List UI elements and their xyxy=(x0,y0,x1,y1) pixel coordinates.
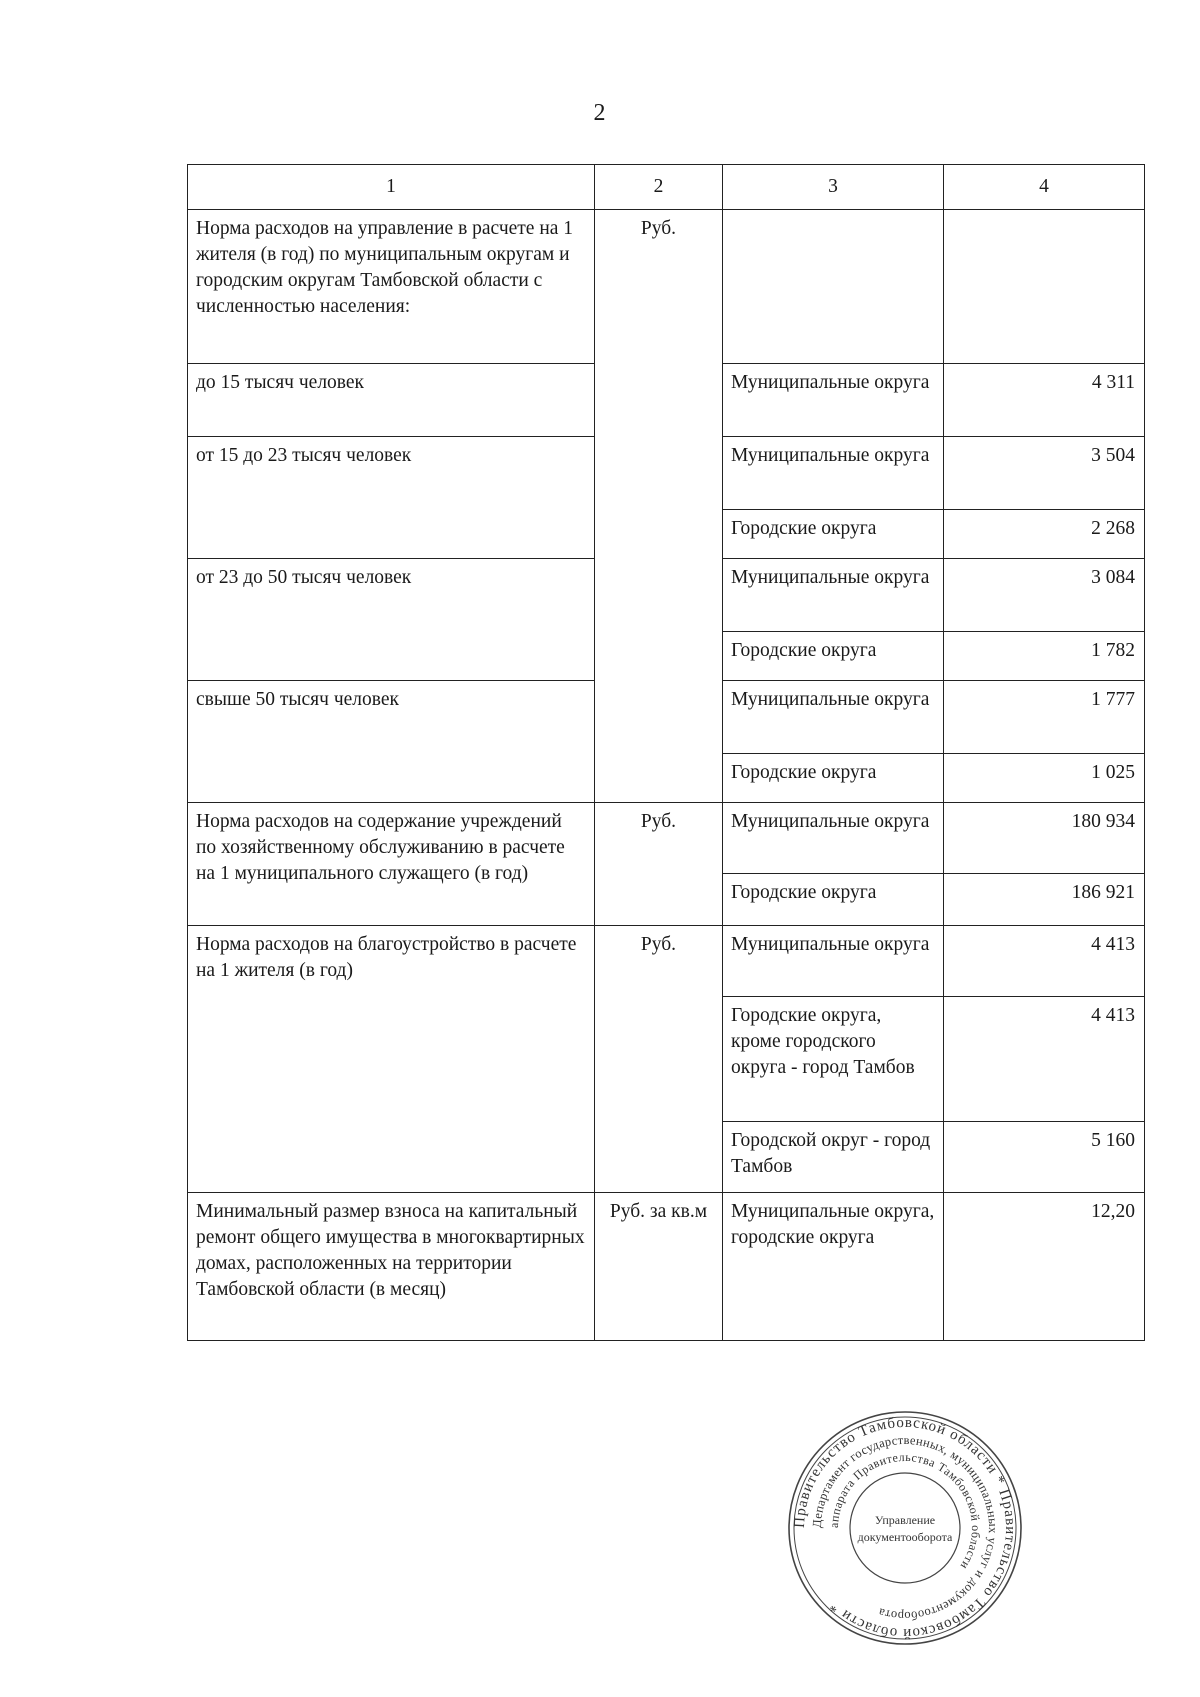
norm-value: 4 413 xyxy=(944,926,1145,997)
district-type: Муниципальные округа xyxy=(723,926,944,997)
district-type: Городские округа xyxy=(723,874,944,926)
population-group-label: до 15 тысяч человек xyxy=(188,364,595,437)
district-type: Городские округа, кроме городского округа - город Тамбов xyxy=(723,997,944,1122)
table-row xyxy=(188,210,1145,364)
table-header-row xyxy=(188,165,1145,210)
district-type: Городские округа xyxy=(723,510,944,559)
population-group-label: свыше 50 тысяч человек xyxy=(188,681,595,803)
district-type: Муниципальные округа xyxy=(723,681,944,754)
header-col-4: 4 xyxy=(944,165,1145,210)
section-title: Норма расходов на содержание учреждений по хозяйственному обслуживанию в расчете на 1 муниципального служащего (в год) xyxy=(188,803,595,926)
norm-value: 1 782 xyxy=(944,632,1145,681)
page-number: 2 xyxy=(593,100,607,126)
stamp-center-line1: Управление xyxy=(874,1513,936,1527)
district-type: Муниципальные округа, городские округа xyxy=(723,1193,944,1341)
stamp-center-line2: документооборота xyxy=(857,1530,953,1544)
section-title: Норма расходов на благоустройство в расчете на 1 жителя (в год) xyxy=(188,926,595,1193)
norm-value: 1 777 xyxy=(944,681,1145,754)
unit-cell: Руб. xyxy=(595,926,723,1193)
table-row xyxy=(188,1193,1145,1341)
table-row xyxy=(188,926,1145,997)
empty-cell xyxy=(723,210,944,364)
norm-value: 4 413 xyxy=(944,997,1145,1122)
header-col-1: 1 xyxy=(188,165,595,210)
svg-text:аппарата Правительства Тамбовс xyxy=(827,1450,983,1572)
norm-value: 186 921 xyxy=(944,874,1145,926)
norm-value: 4 311 xyxy=(944,364,1145,437)
district-type: Муниципальные округа xyxy=(723,437,944,510)
stamp-inner-text: аппарата Правительства Тамбовской области xyxy=(826,1449,984,1573)
norm-value: 1 025 xyxy=(944,754,1145,803)
district-type: Муниципальные округа xyxy=(723,559,944,632)
norm-value: 180 934 xyxy=(944,803,1145,874)
district-type: Городской округ - город Тамбов xyxy=(723,1122,944,1193)
unit-cell: Руб. xyxy=(595,803,723,926)
section-title: Норма расходов на управление в расчете на 1 жителя (в год) по муниципальным округам и городским округам Тамбовской области с численностью населения: xyxy=(188,210,595,364)
norm-value: 3 084 xyxy=(944,559,1145,632)
header-col-3: 3 xyxy=(723,165,944,210)
stamp-outer-text: Правительство Тамбовской области * Правительство Тамбовской области * xyxy=(791,1414,1019,1642)
norm-value: 3 504 xyxy=(944,437,1145,510)
norm-value: 12,20 xyxy=(944,1193,1145,1341)
empty-cell xyxy=(944,210,1145,364)
population-group-label: от 23 до 50 тысяч человек xyxy=(188,559,595,681)
svg-text:Правительство Тамбовской облас xyxy=(792,1415,1018,1641)
table-row xyxy=(188,803,1145,874)
district-type: Городские округа xyxy=(723,754,944,803)
unit-cell: Руб. xyxy=(595,210,723,803)
official-stamp xyxy=(785,1408,1025,1648)
header-col-2: 2 xyxy=(595,165,723,210)
norms-table xyxy=(187,164,1145,1341)
stamp-middle-text: Департамент государственных, муниципальных услуг и документооборота xyxy=(809,1432,1001,1624)
district-type: Городские округа xyxy=(723,632,944,681)
norm-value: 5 160 xyxy=(944,1122,1145,1193)
section-title: Минимальный размер взноса на капитальный ремонт общего имущества в многоквартирных домах, расположенных на территории Тамбовской области (в месяц) xyxy=(188,1193,595,1341)
district-type: Муниципальные округа xyxy=(723,803,944,874)
unit-cell: Руб. за кв.м xyxy=(595,1193,723,1341)
population-group-label: от 15 до 23 тысяч человек xyxy=(188,437,595,559)
norm-value: 2 268 xyxy=(944,510,1145,559)
district-type: Муниципальные округа xyxy=(723,364,944,437)
